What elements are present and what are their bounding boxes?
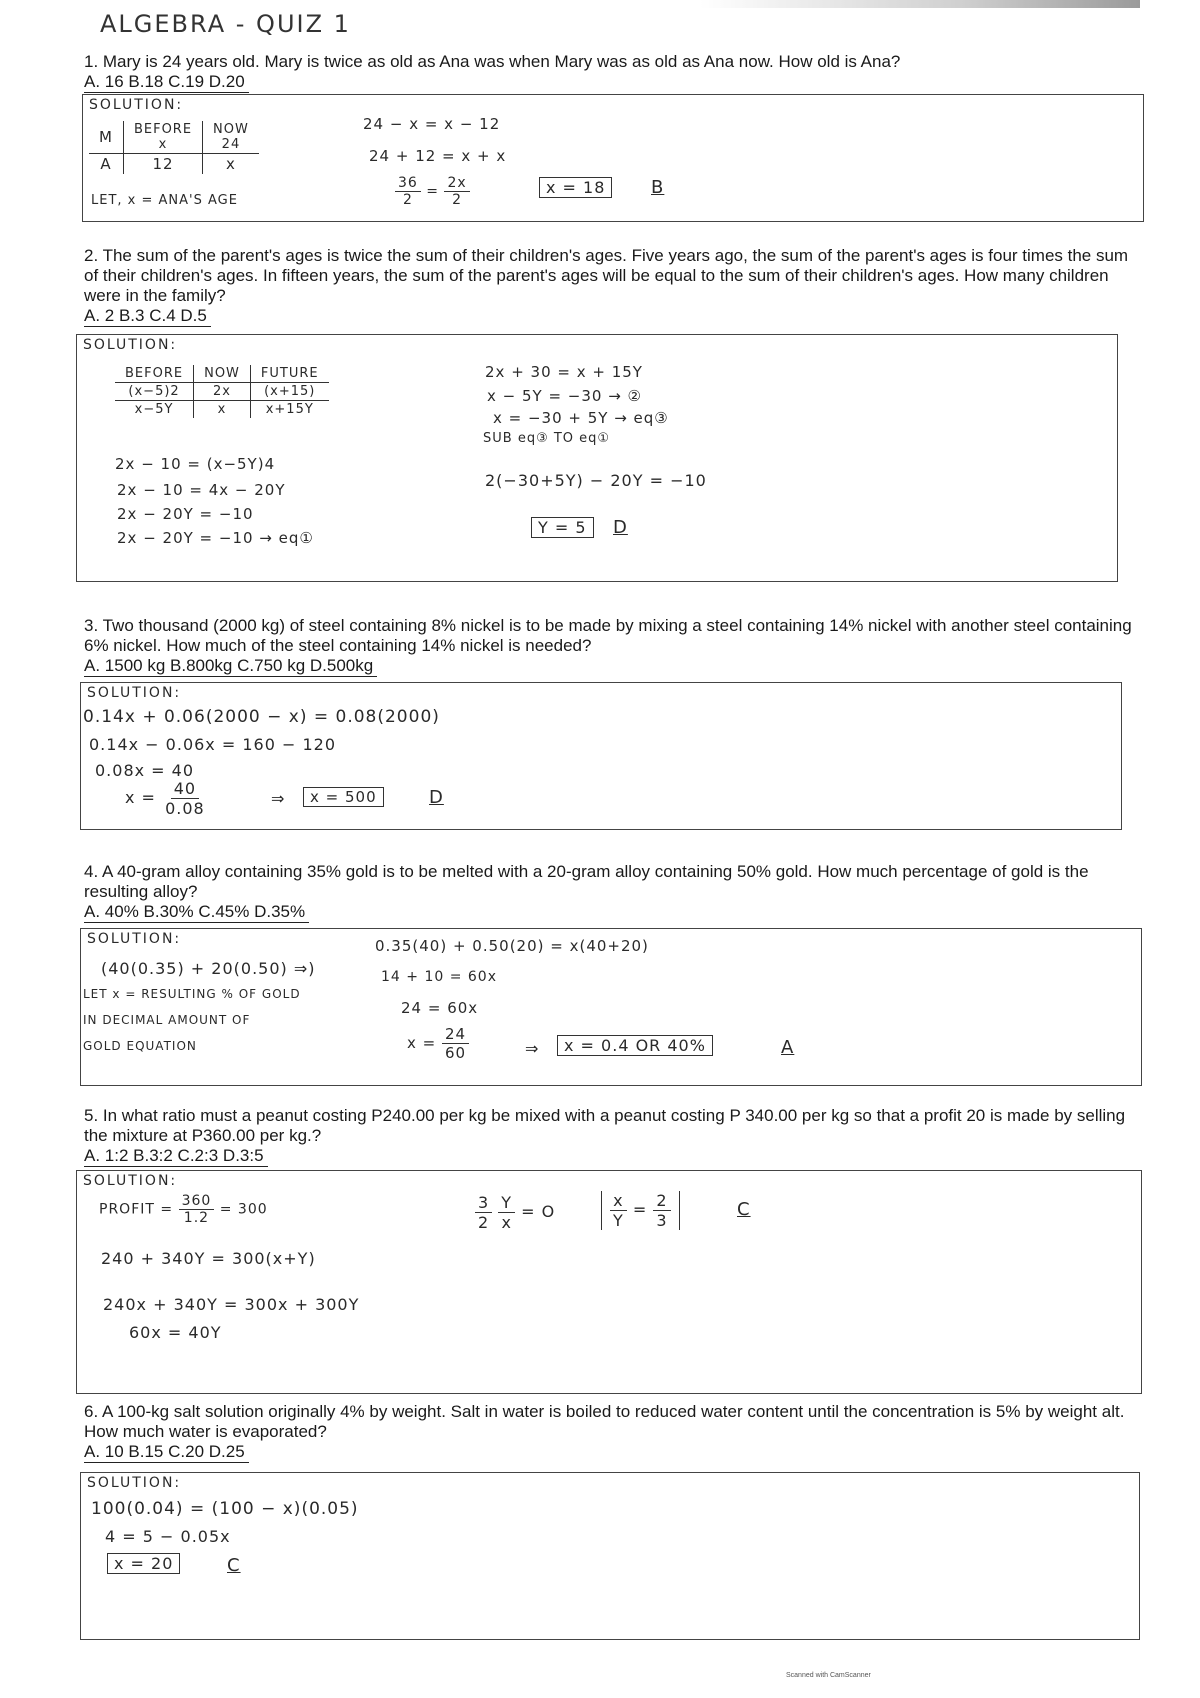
work-line: 2x + 30 = x + 15Y (485, 363, 643, 381)
table-cell: 12 (123, 154, 202, 175)
age-table (89, 121, 259, 174)
table-cell: x−5Y (115, 401, 194, 419)
ratio-line: $\frac{3}{2}$ $\frac{Y}{x}$ = O (475, 1193, 555, 1232)
arrow-icon: ⇒ (525, 1039, 540, 1058)
work-line: 0.14x − 0.06x = 160 − 120 (89, 735, 336, 754)
question-6 (84, 1402, 1144, 1463)
work-line: 2x − 20Y = −10 (117, 505, 254, 523)
boxed-answer: $\frac{x}{Y}$ = $\frac{2}{3}$ (601, 1191, 680, 1230)
table-header: BEFORE x (123, 121, 202, 154)
question-4 (84, 862, 1144, 923)
profit-line: PROFIT = $\frac{360}{1.2}$ = 300 (99, 1193, 268, 1226)
work-line: 0.14x + 0.06(2000 − x) = 0.08(2000) (83, 707, 440, 727)
age-table (115, 365, 329, 418)
work-line: x = −30 + 5Y → eq③ (493, 409, 669, 427)
scan-edge-shadow (700, 0, 1140, 8)
question-text: 2. The sum of the parent's ages is twice the sum of their children's ages. Five years ago, the sum of the parent's ages is four times the sum of their children's ages. In fifteen years, the sum of the parent's ages will be equal to the sum of their children's ages. How many children were in the family? (84, 246, 1129, 305)
solution-label: SOLUTION: (87, 931, 182, 947)
solution-label: SOLUTION: (89, 97, 184, 113)
question-2 (84, 246, 1144, 327)
question-1 (84, 52, 1144, 93)
arrow-icon: ⇒ (271, 789, 286, 808)
work-line: 2x − 20Y = −10 → eq① (117, 529, 314, 547)
answer-choices: A. 1500 kg B.800kg C.750 kg D.500kg (84, 656, 377, 677)
solution-box-5 (76, 1170, 1142, 1394)
answer-choices: A. 1:2 B.3:2 C.2:3 D.3:5 (84, 1146, 268, 1167)
page-title: ALGEBRA - QUIZ 1 (100, 10, 351, 38)
work-line: 24 + 12 = x + x (369, 147, 507, 165)
solution-box-4 (80, 928, 1142, 1086)
work-line: 2x − 10 = (x−5Y)4 (115, 455, 276, 473)
question-text: 4. A 40-gram alloy containing 35% gold is to be melted with a 20-gram alloy containing 50% gold. How much percentage of gold is the resulting alloy? (84, 862, 1089, 901)
table-cell: (x+15) (264, 384, 316, 399)
work-line: 240x + 340Y = 300x + 300Y (103, 1295, 360, 1314)
answer-letter: B (651, 177, 665, 198)
work-line: (40(0.35) + 20(0.50) ⇒) (101, 959, 316, 978)
answer-letter: C (737, 1199, 751, 1220)
let-statement: IN DECIMAL AMOUNT OF (83, 1013, 251, 1027)
solution-label: SOLUTION: (83, 337, 178, 353)
boxed-answer: Y = 5 (531, 517, 594, 538)
table-cell: x (194, 401, 251, 419)
answer-choices: A. 40% B.30% C.45% D.35% (84, 902, 309, 923)
question-text: 6. A 100-kg salt solution originally 4% by weight. Salt in water is boiled to reduced water content until the concentration is 5% by weight alt. How much water is evaporated? (84, 1402, 1125, 1441)
answer-letter: D (613, 517, 628, 538)
answer-choices: A. 2 B.3 C.4 D.5 (84, 306, 211, 327)
boxed-answer: x = 500 (303, 787, 384, 807)
question-5 (84, 1106, 1144, 1167)
work-line: 60x = 40Y (129, 1323, 222, 1342)
answer-letter: A (781, 1037, 795, 1058)
table-header: NOW 24 (213, 122, 249, 152)
table-cell: x+15Y (265, 402, 314, 417)
answer-letter: C (227, 1555, 241, 1576)
table-cell: M (89, 121, 123, 154)
table-cell: A (89, 154, 123, 175)
work-line: 4 = 5 − 0.05x (105, 1527, 231, 1546)
solution-label: SOLUTION: (83, 1173, 178, 1189)
work-line: SUB eq③ TO eq① (483, 431, 611, 446)
answer-choices: A. 16 B.18 C.19 D.20 (84, 72, 249, 93)
table-cell: (x−5)2 (115, 383, 194, 401)
fraction-line: $\frac{36}{2}$ = $\frac{2x}{2}$ (395, 175, 470, 208)
work-line: 0.08x = 40 (95, 761, 195, 780)
solution-box-2 (76, 334, 1118, 582)
work-line: 0.35(40) + 0.50(20) = x(40+20) (375, 937, 649, 955)
work-line: 2(−30+5Y) − 20Y = −10 (485, 471, 707, 490)
table-cell: x (226, 155, 236, 173)
solution-box-6 (80, 1472, 1140, 1640)
solution-box-1 (82, 94, 1144, 222)
let-statement: GOLD EQUATION (83, 1039, 197, 1053)
table-cell: 2x (194, 383, 251, 401)
work-line: 240 + 340Y = 300(x+Y) (101, 1249, 316, 1268)
fraction-line: x = $\frac{40}{0.08}$ (125, 779, 205, 818)
fraction-line: x = $\frac{24}{60}$ (407, 1025, 469, 1062)
let-statement: LET, x = ANA'S AGE (91, 193, 238, 208)
solution-label: SOLUTION: (87, 1475, 182, 1491)
solution-box-3 (80, 682, 1122, 830)
question-text: 5. In what ratio must a peanut costing P240.00 per kg be mixed with a peanut costing P 340.00 per kg so that a profit 20 is made by selling the mixture at P360.00 per kg.? (84, 1106, 1126, 1145)
table-header: NOW (194, 365, 251, 383)
work-line: 24 = 60x (401, 999, 479, 1017)
table-header: FUTURE (260, 366, 319, 381)
question-text: 1. Mary is 24 years old. Mary is twice as old as Ana was when Mary was as old as Ana now. How old is Ana? (84, 52, 901, 71)
work-line: 100(0.04) = (100 − x)(0.05) (91, 1499, 359, 1519)
table-header: BEFORE (115, 365, 194, 383)
scanner-watermark: Scanned with CamScanner (786, 1672, 871, 1679)
solution-label: SOLUTION: (87, 685, 182, 701)
boxed-answer: x = 20 (107, 1553, 180, 1574)
answer-choices: A. 10 B.15 C.20 D.25 (84, 1442, 249, 1463)
boxed-answer: x = 18 (539, 177, 612, 198)
work-line: 24 − x = x − 12 (363, 115, 501, 133)
work-line: 2x − 10 = 4x − 20Y (117, 481, 286, 499)
let-statement: LET x = RESULTING % OF GOLD (83, 987, 301, 1001)
question-3 (84, 616, 1144, 677)
boxed-answer: x = 0.4 OR 40% (557, 1035, 713, 1056)
answer-letter: D (429, 787, 444, 808)
work-line: x − 5Y = −30 → ② (487, 387, 642, 405)
work-line: 14 + 10 = 60x (381, 969, 497, 985)
question-text: 3. Two thousand (2000 kg) of steel containing 8% nickel is to be made by mixing a steel containing 14% nickel with another steel containing 6% nickel. How much of the steel containing 14% nickel is needed? (84, 616, 1132, 655)
